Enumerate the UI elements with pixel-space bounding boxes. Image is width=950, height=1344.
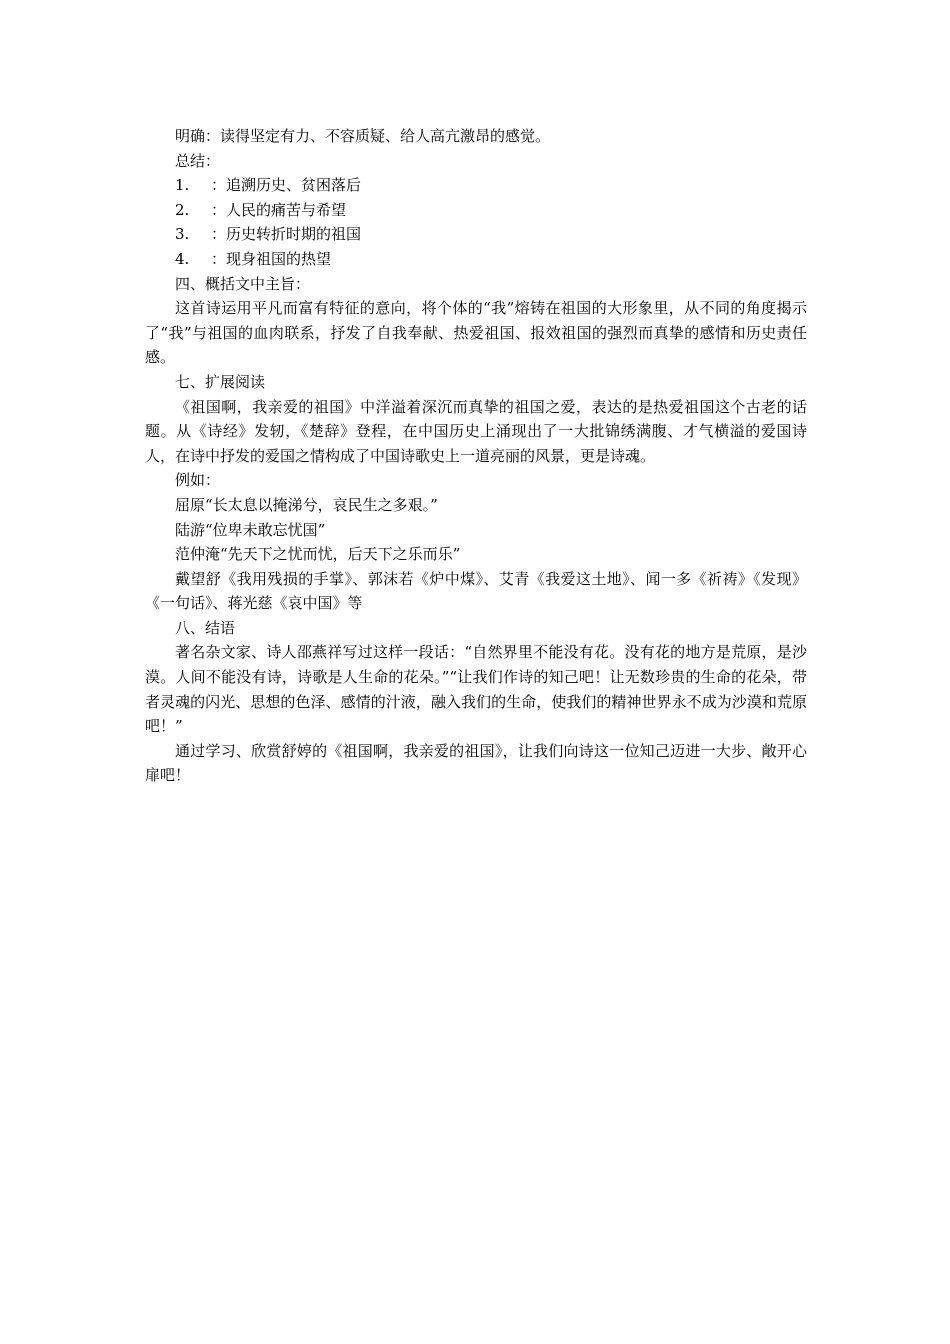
section-paragraph: 这首诗运用平凡而富有特征的意向，将个体的“我”熔铸在祖国的大形象里，从不同的角度揭示了“我”与祖国的血肉联系，抒发了自我奉献、热爱祖国、报效祖国的强烈而真挚的感情和历史责任感。 — [145, 299, 807, 367]
list-number: 2. — [175, 200, 190, 219]
list-item — [145, 247, 807, 272]
section-paragraph: 著名杂文家、诗人邵燕祥写过这样一段话：“自然界里不能没有花。没有花的地方是荒原，是沙漠。人间不能没有诗，诗歌是人生命的花朵。”“让我们作诗的知己吧！让无数珍贵的生命的花朵，带者灵魂的闪光、思想的色泽、感情的汁液，融入我们的生命，使我们的精神世界永不成为沙漠和荒原吧！” — [145, 643, 807, 736]
examples-heading: 例如： — [175, 471, 221, 490]
clarify-line: 明确：读得坚定有力、不容质疑、给人高亢激昂的感觉。 — [175, 127, 551, 145]
list-item — [145, 173, 807, 198]
list-text: ：追溯历史、贫困落后 — [211, 176, 362, 195]
example-line: 屈原“长太息以掩涕兮，哀民生之多艰。” — [175, 495, 438, 514]
list-number: 3. — [175, 225, 190, 244]
list-item — [145, 222, 807, 247]
closing-paragraph: 通过学习、欣赏舒婷的《祖国啊，我亲爱的祖国》，让我们向诗这一位知己迈进一大步、敞开心扉吧！ — [145, 741, 807, 785]
example-line: 范仲淹“先天下之忧而忧，后天下之乐而乐” — [175, 545, 461, 564]
summary-heading: 总结： — [175, 151, 221, 170]
list-text: ：历史转折时期的祖国 — [211, 225, 362, 244]
section-heading: 四、概括文中主旨： — [175, 274, 311, 293]
example-line: 戴望舒《我用残损的手掌》、郭沫若《炉中煤》、艾青《我爱这土地》、闻一多《祈祷》《发现》《一句话》、蒋光慈《哀中国》等 — [145, 569, 807, 613]
section-paragraph: 《祖国啊，我亲爱的祖国》中洋溢着深沉而真挚的祖国之爱，表达的是热爱祖国这个古老的话题。从《诗经》发轫，《楚辞》登程，在中国历史上涌现出了一大批锦绣满腹、才气横溢的爱国诗人，在诗中抒发的爱国之情构成了中国诗歌史上一道亮丽的风景，更是诗魂。 — [145, 397, 807, 465]
document-page — [145, 124, 807, 788]
section-heading: 八、结语 — [175, 618, 236, 637]
list-number: 4. — [175, 249, 190, 268]
list-number: 1. — [175, 176, 190, 195]
example-line: 陆游“位卑未敢忘忧国” — [175, 520, 326, 539]
list-item — [145, 198, 807, 223]
list-text: ：现身祖国的热望 — [211, 249, 332, 268]
list-text: ：人民的痛苦与希望 — [211, 200, 347, 219]
section-heading: 七、扩展阅读 — [175, 372, 266, 391]
